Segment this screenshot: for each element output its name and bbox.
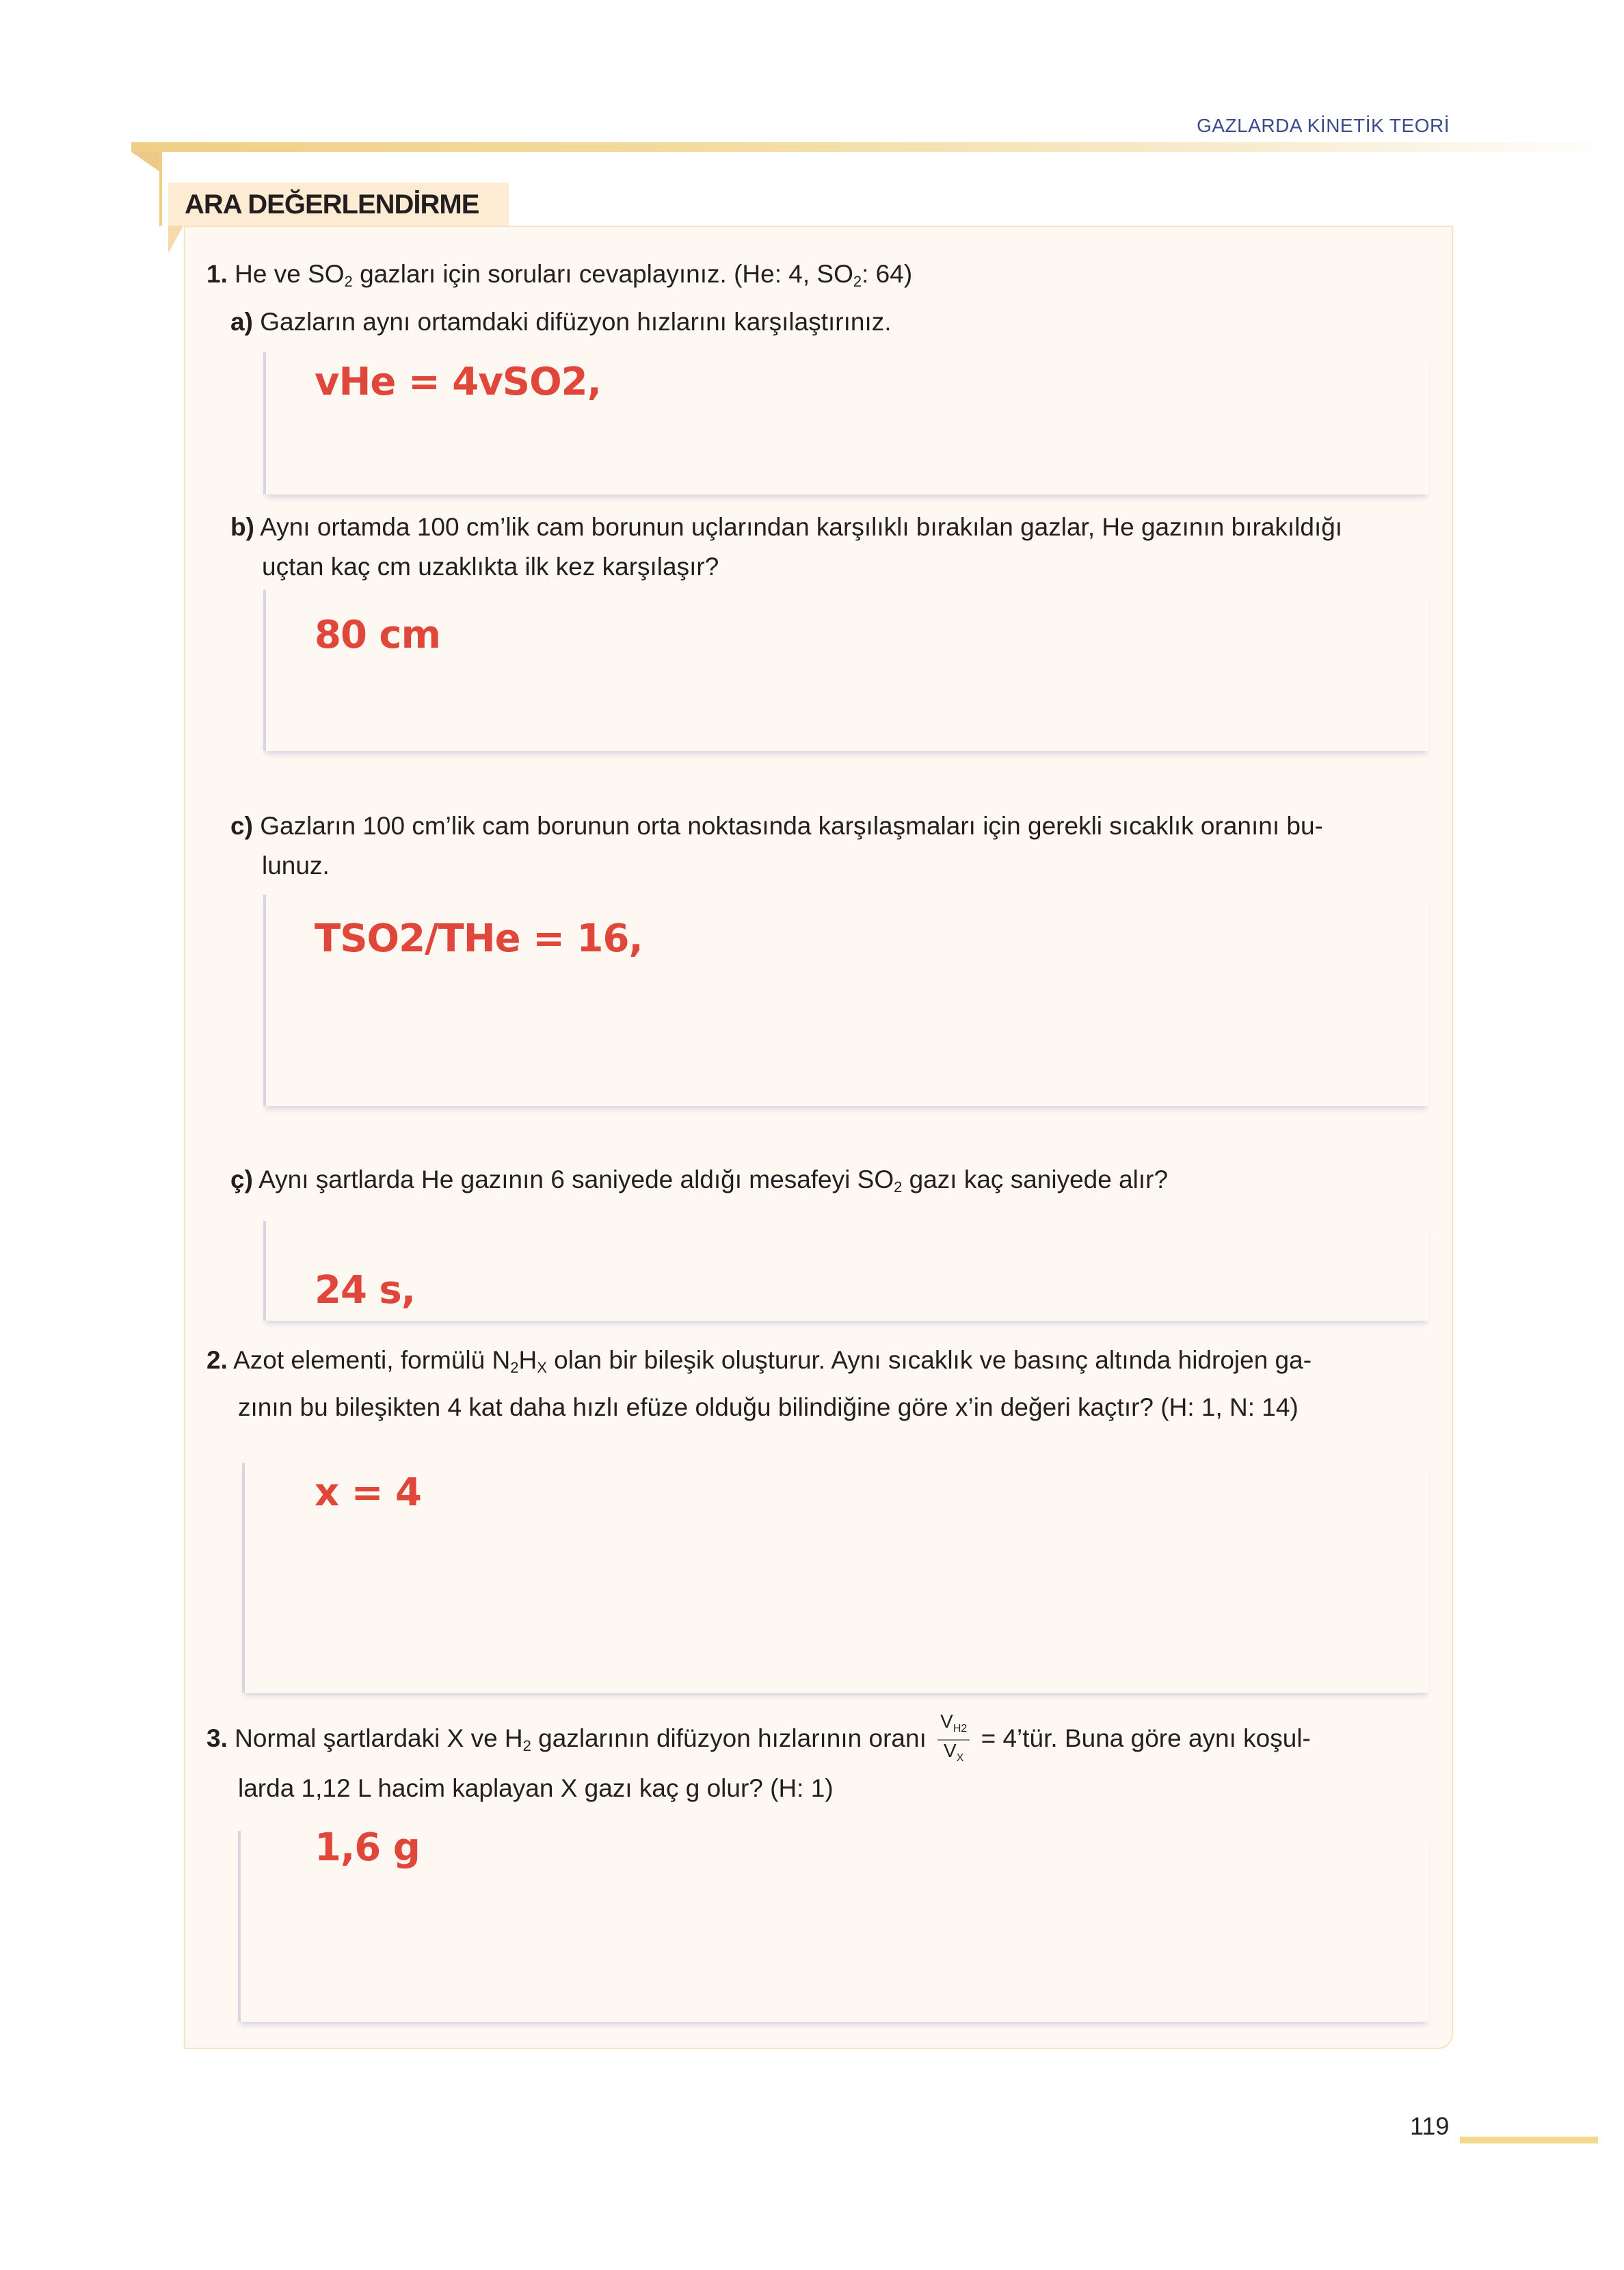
page-number: 119 (1410, 2112, 1450, 2140)
q-text: Normal şartlardaki X ve H (235, 1724, 523, 1752)
q-text: gazları için soruları cevaplayınız. (He: 4, SO (352, 260, 853, 288)
q-text: Gazların 100 cm’lik cam borunun orta noktasında karşılaşmaları için gerekli sıcaklık oranını bu- (260, 812, 1323, 840)
q-text: uçtan kaç cm uzaklıkta ilk kez karşılaşır? (262, 553, 719, 581)
q-text: zının bu bileşikten 4 kat daha hızlı efüze olduğu bilindiğine göre x’in değeri kaçtır? (H: 1, N: 14) (238, 1393, 1299, 1421)
subscript: 2 (344, 273, 353, 290)
part-label: a) (230, 308, 253, 336)
subscript: X (537, 1359, 547, 1376)
q-text: : 64) (862, 260, 913, 288)
question-1 (207, 254, 912, 302)
footer-line (1460, 2137, 1598, 2143)
denominator: V (944, 1740, 957, 1761)
subscript: H2 (953, 1723, 968, 1734)
section-header: GAZLARDA KİNETİK TEORİ (1197, 115, 1450, 136)
answer-1c: TSO2/THe = 16, (315, 916, 643, 961)
subscript: 2 (894, 1178, 903, 1196)
header-decoration (131, 152, 161, 172)
subscript: 2 (853, 273, 862, 290)
subscript: X (956, 1752, 964, 1764)
q-text: = 4’tür. Buna göre aynı koşul- (981, 1724, 1311, 1752)
q-text: He ve SO (235, 260, 345, 288)
q-text: gazlarının difüzyon hızlarının oranı (531, 1724, 927, 1752)
page-title: ARA DEĞERLENDİRME (168, 183, 509, 226)
question-1a (230, 302, 892, 342)
part-label: ç) (230, 1165, 253, 1193)
question-1cc (230, 1160, 1168, 1207)
subscript: 2 (510, 1359, 519, 1376)
part-label: b) (230, 513, 254, 541)
question-2 (207, 1341, 1437, 1427)
q-text: H (518, 1346, 537, 1374)
answer-1b: 80 cm (315, 613, 440, 657)
question-number: 2. (207, 1346, 228, 1374)
subscript: 2 (522, 1737, 531, 1754)
question-3 (207, 1711, 1437, 1808)
q-text: Gazların aynı ortamdaki difüzyon hızlarını karşılaştırınız. (260, 308, 892, 336)
answer-1a: vHe = 4vSO2, (315, 360, 601, 404)
title-vertical-line (159, 152, 162, 226)
answer-1cc: 24 s, (315, 1268, 416, 1312)
q-text: Aynı şartlarda He gazının 6 saniyede aldığı mesafeyi SO (258, 1165, 894, 1193)
q-text: gazı kaç saniyede alır? (902, 1165, 1169, 1193)
q-text: Azot elementi, formülü N (233, 1346, 511, 1374)
velocity-ratio-fraction (937, 1711, 970, 1769)
q-text: Aynı ortamda 100 cm’lik cam borunun uçlarından karşılıklı bırakılan gazlar, He gazının bırakıldığı (260, 513, 1343, 541)
question-number: 1. (207, 260, 228, 288)
answer-3: 1,6 g (315, 1825, 420, 1870)
part-label: c) (230, 812, 253, 840)
panel-decoration (168, 226, 183, 253)
question-1b (230, 507, 1434, 587)
answer-2: x = 4 (315, 1470, 421, 1515)
question-1c (230, 806, 1434, 886)
header-gold-bar (131, 142, 1624, 152)
answer-box-1cc[interactable] (263, 1221, 1429, 1321)
numerator: V (940, 1711, 953, 1732)
q-text: larda 1,12 L hacim kaplayan X gazı kaç g olur? (H: 1) (238, 1774, 834, 1802)
question-number: 3. (207, 1724, 228, 1752)
q-text: lunuz. (262, 852, 330, 880)
q-text: olan bir bileşik oluşturur. Aynı sıcaklık ve basınç altında hidrojen ga- (546, 1346, 1312, 1374)
